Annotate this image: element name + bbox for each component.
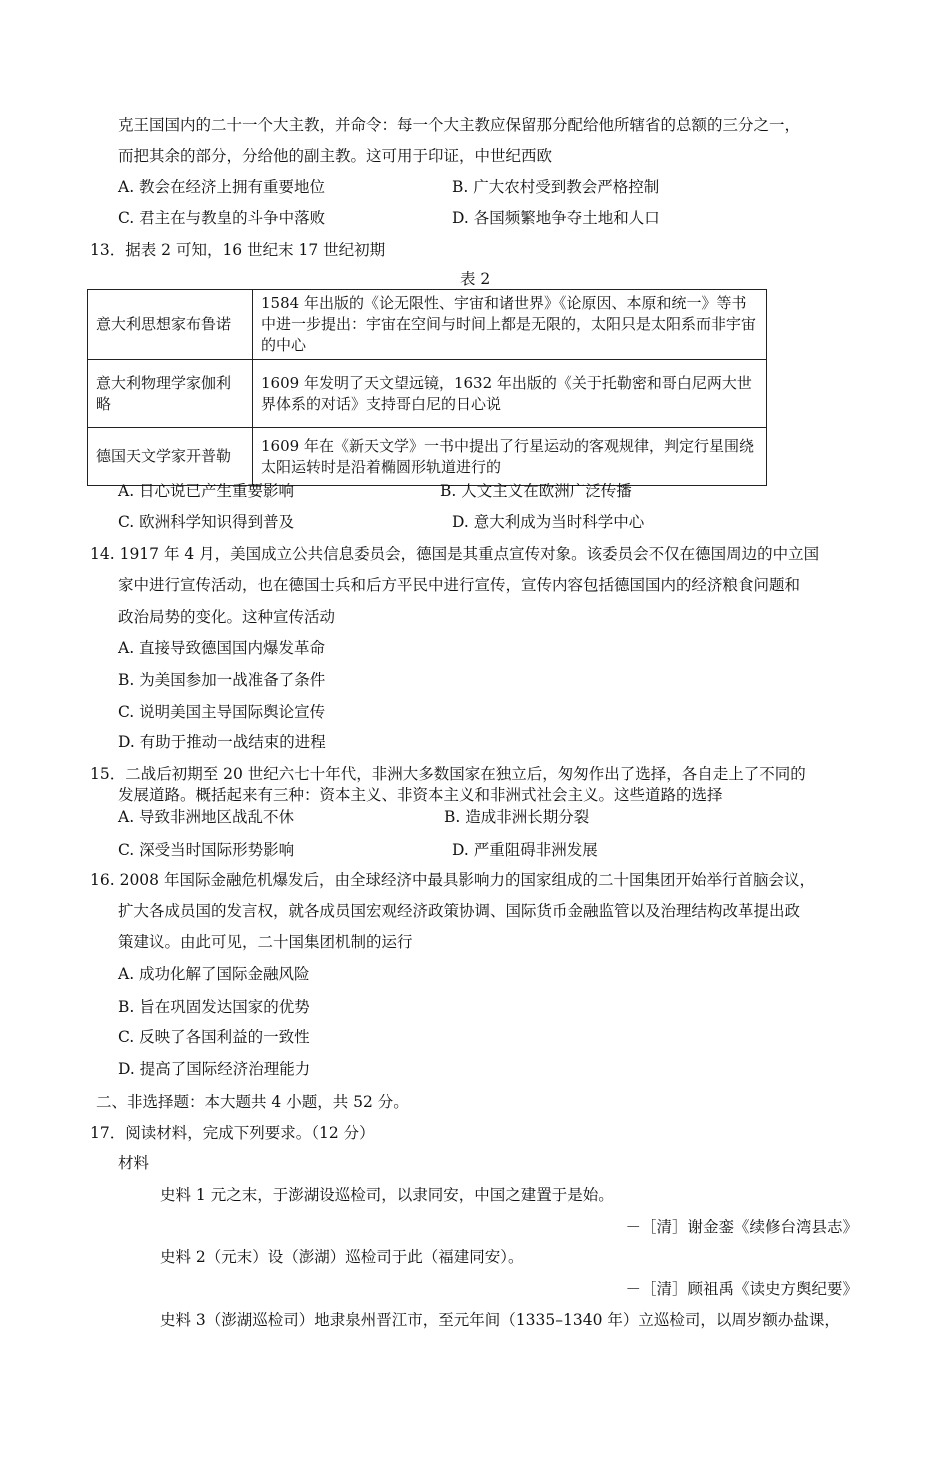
q15-line2: 发展道路。概括起来有三种：资本主义、非资本主义和非洲式社会主义。这些道路的选择	[118, 786, 723, 804]
source-1: 史料 1 元之末，于澎湖设巡检司，以隶同安，中国之建置于是始。	[160, 1186, 614, 1204]
table-cell-name: 意大利物理学家伽利略	[88, 360, 253, 428]
q15-option-b: B. 造成非洲长期分裂	[444, 808, 590, 826]
q12-option-a: A. 教会在经济上拥有重要地位	[118, 178, 326, 196]
q14-option-c: C. 说明美国主导国际舆论宣传	[118, 703, 326, 721]
source-2: 史料 2（元末）设（澎湖）巡检司于此（福建同安）。	[160, 1248, 524, 1266]
source-2-citation: －［清］顾祖禹《读史方舆纪要》	[625, 1280, 858, 1298]
table-title: 表 2	[460, 270, 491, 288]
table-cell-desc: 1609 年在《新天文学》一书中提出了行星运动的客观规律，判定行星围绕太阳运转时是沿着椭圆形轨道进行的	[253, 428, 767, 486]
q16-line1: 16. 2008 年国际金融危机爆发后，由全球经济中最具影响力的国家组成的二十国集团开始举行首脑会议，	[90, 871, 815, 889]
q12-option-b: B. 广大农村受到教会严格控制	[452, 178, 660, 196]
q16-option-b: B. 旨在巩固发达国家的优势	[118, 998, 310, 1016]
q13-stem: 13．据表 2 可知，16 世纪末 17 世纪初期	[90, 241, 386, 259]
q16-line3: 策建议。由此可见，二十国集团机制的运行	[118, 933, 413, 951]
q13-option-c: C. 欧洲科学知识得到普及	[118, 513, 295, 531]
q16-option-a: A. 成功化解了国际金融风险	[118, 965, 310, 983]
table-cell-name: 意大利思想家布鲁诺	[88, 290, 253, 360]
material-label: 材料	[118, 1154, 150, 1172]
q12-option-c: C. 君主在与教皇的斗争中落败	[118, 209, 326, 227]
table-cell-desc: 1609 年发明了天文望远镜，1632 年出版的《关于托勒密和哥白尼两大世界体系的对话》支持哥白尼的日心说	[253, 360, 767, 428]
q14-line2: 家中进行宣传活动，也在德国士兵和后方平民中进行宣传，宣传内容包括德国国内的经济粮食问题和	[118, 576, 801, 594]
section-2-heading: 二、非选择题：本大题共 4 小题，共 52 分。	[96, 1093, 409, 1111]
source-1-citation: －［清］谢金銮《续修台湾县志》	[625, 1218, 858, 1236]
q13-option-b: B. 人文主义在欧洲广泛传播	[440, 482, 632, 500]
table-2	[87, 289, 767, 486]
table-row	[88, 428, 767, 486]
q15-option-a: A. 导致非洲地区战乱不休	[118, 808, 295, 826]
q17-stem: 17．阅读材料，完成下列要求。（12 分）	[90, 1124, 375, 1142]
q15-option-d: D. 严重阻碍非洲发展	[452, 841, 598, 859]
q14-line1: 14. 1917 年 4 月，美国成立公共信息委员会，德国是其重点宣传对象。该委员会不仅在德国周边的中立国	[90, 545, 820, 563]
q14-option-d: D. 有助于推动一战结束的进程	[118, 733, 326, 751]
q14-line3: 政治局势的变化。这种宣传活动	[118, 608, 336, 626]
table-cell-name: 德国天文学家开普勒	[88, 428, 253, 486]
q16-option-c: C. 反映了各国利益的一致性	[118, 1028, 310, 1046]
q16-line2: 扩大各成员国的发言权，就各成员国宏观经济政策协调、国际货币金融监管以及治理结构改革提出政	[118, 902, 801, 920]
q15-line1: 15．二战后初期至 20 世纪六七十年代，非洲大多数国家在独立后，匆匆作出了选择，各自走上了不同的	[90, 765, 806, 783]
q12-line1: 克王国国内的二十一个大主教，并命令：每一个大主教应保留那分配给他所辖省的总额的三分之一，	[118, 116, 801, 134]
table-cell-desc: 1584 年出版的《论无限性、宇宙和诸世界》《论原因、本原和统一》等书中进一步提出：宇宙在空间与时间上都是无限的，太阳只是太阳系而非宇宙的中心	[253, 290, 767, 360]
q14-option-a: A. 直接导致德国国内爆发革命	[118, 639, 326, 657]
q13-option-d: D. 意大利成为当时科学中心	[452, 513, 645, 531]
q12-option-d: D. 各国频繁地争夺土地和人口	[452, 209, 660, 227]
q13-option-a: A. 日心说已产生重要影响	[118, 482, 295, 500]
table-row	[88, 290, 767, 360]
q14-option-b: B. 为美国参加一战准备了条件	[118, 671, 326, 689]
q15-option-c: C. 深受当时国际形势影响	[118, 841, 295, 859]
table-row	[88, 360, 767, 428]
q12-line2: 而把其余的部分，分给他的副主教。这可用于印证，中世纪西欧	[118, 147, 553, 165]
q16-option-d: D. 提高了国际经济治理能力	[118, 1060, 311, 1078]
source-3: 史料 3（澎湖巡检司）地隶泉州晋江市，至元年间（1335–1340 年）立巡检司，以周岁额办盐课，	[160, 1311, 840, 1329]
